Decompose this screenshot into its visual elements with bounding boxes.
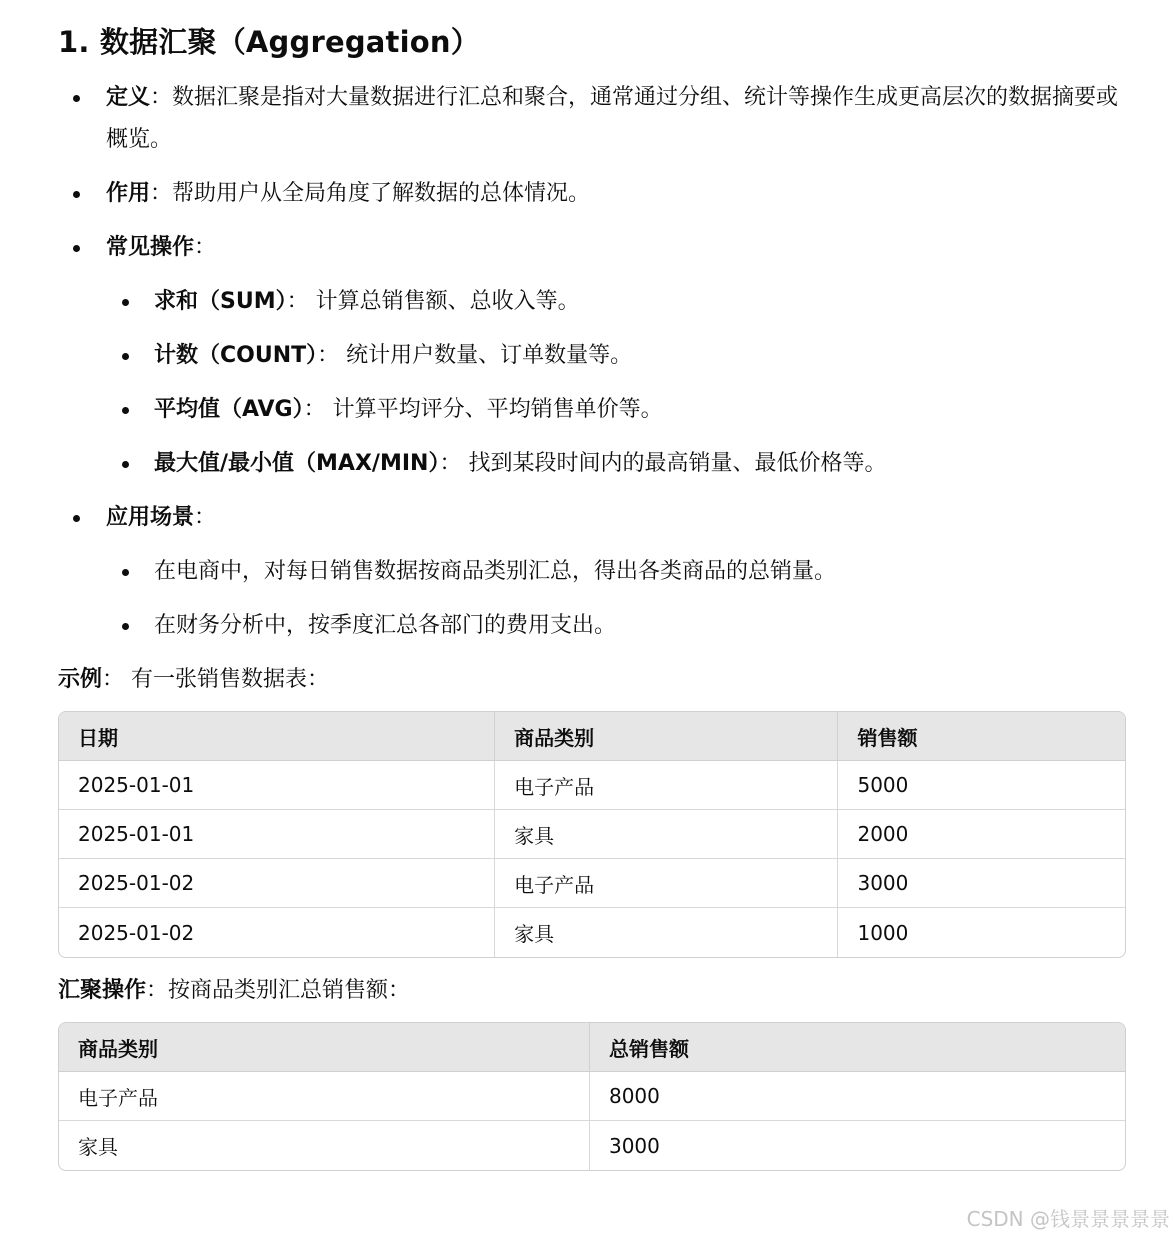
- bullet-operations: [58, 227, 1126, 485]
- list-item: 在电商中，对每日销售数据按商品类别汇总，得出各类商品的总销量。: [58, 551, 1126, 593]
- aggregation-text: 按商品类别汇总销售额：: [168, 978, 411, 1003]
- bullet-scenarios: [58, 497, 1126, 647]
- document-body: [58, 20, 1126, 1171]
- scenarios-sep: ：: [194, 505, 217, 530]
- definition-label: 定义: [106, 85, 151, 110]
- header-sales: 销售额: [838, 712, 1125, 761]
- aggregation-sep: ：: [146, 978, 169, 1003]
- cell-sales: 2000: [838, 810, 1125, 859]
- example-sep: ：: [102, 667, 125, 692]
- aggregation-label: 汇聚操作: [58, 978, 147, 1003]
- cell-date: 2025-01-01: [59, 810, 495, 859]
- definition-sep: ：: [150, 85, 173, 110]
- cell-date: 2025-01-02: [59, 859, 495, 908]
- table-row: [59, 859, 1125, 908]
- example-paragraph: [58, 659, 1126, 701]
- list-item: [58, 335, 1126, 377]
- table-row: [59, 1121, 1125, 1170]
- cell-total-sales: 3000: [608, 1133, 660, 1158]
- cell-total-sales: 8000: [590, 1072, 1125, 1121]
- cell-date: 2025-01-01: [59, 761, 495, 810]
- op-sep: ：: [439, 451, 462, 476]
- bullet-definition: [58, 77, 1126, 161]
- operations-list: [106, 281, 1126, 485]
- list-item: [58, 389, 1126, 431]
- aggregation-table: [58, 1022, 1126, 1171]
- cell-date: 2025-01-02: [59, 908, 495, 957]
- table-row: [59, 761, 1125, 810]
- table-row: [59, 908, 1125, 957]
- op-label: 平均值（AVG）: [154, 397, 304, 422]
- example-text: 有一张销售数据表：: [131, 667, 330, 692]
- table-header-row: [59, 712, 1125, 761]
- table-row: [59, 1072, 1125, 1121]
- header-category: 商品类别: [495, 712, 838, 761]
- watermark: CSDN @钱景景景景景: [966, 1207, 1170, 1231]
- cell-category: 家具: [495, 908, 838, 957]
- purpose-text: 帮助用户从全局角度了解数据的总体情况。: [172, 181, 591, 206]
- header-total-sales: 总销售额: [590, 1023, 1125, 1072]
- aggregation-paragraph: [58, 970, 1126, 1012]
- purpose-label: 作用: [106, 181, 151, 206]
- main-bullet-list: [58, 77, 1126, 647]
- example-label: 示例: [58, 667, 103, 692]
- list-item: [58, 281, 1126, 323]
- definition-text: 数据汇聚是指对大量数据进行汇总和聚合，通常通过分组、统计等操作生成更高层次的数据摘要或概览。: [106, 85, 1119, 152]
- cell-category: 电子产品: [59, 1072, 590, 1121]
- op-text: 找到某段时间内的最高销量、最低价格等。: [468, 451, 887, 476]
- cell-category: 电子产品: [495, 761, 838, 810]
- cell-sales: 5000: [838, 761, 1125, 810]
- op-sep: ：: [286, 289, 309, 314]
- cell-category: 家具: [495, 810, 838, 859]
- op-label: 计数（COUNT）: [154, 343, 318, 368]
- section-title: 1. 数据汇聚（Aggregation）: [58, 25, 480, 59]
- list-item: 在财务分析中，按季度汇总各部门的费用支出。: [58, 605, 1126, 647]
- op-text: 统计用户数量、订单数量等。: [346, 343, 633, 368]
- table-row: [59, 810, 1125, 859]
- scenarios-list: [106, 551, 1126, 647]
- scenarios-label: 应用场景: [106, 505, 195, 530]
- cell-category: 电子产品: [495, 859, 838, 908]
- op-label: 最大值/最小值（MAX/MIN）: [154, 451, 440, 476]
- header-category: 商品类别: [59, 1023, 590, 1072]
- op-text: 计算平均评分、平均销售单价等。: [332, 397, 663, 422]
- header-date: 日期: [59, 712, 495, 761]
- operations-label: 常见操作: [106, 235, 195, 260]
- purpose-sep: ：: [150, 181, 173, 206]
- op-text: 计算总销售额、总收入等。: [315, 289, 580, 314]
- operations-sep: ：: [194, 235, 217, 260]
- sales-table: [58, 711, 1126, 958]
- op-sep: ：: [303, 397, 326, 422]
- table-header-row: [59, 1023, 1125, 1072]
- op-label: 求和（SUM）: [154, 289, 287, 314]
- list-item: [58, 443, 1126, 485]
- cell-category: 家具: [59, 1121, 590, 1170]
- cell-sales: 1000: [857, 920, 909, 945]
- cell-sales: 3000: [838, 859, 1125, 908]
- bullet-purpose: [58, 173, 1126, 215]
- op-sep: ：: [317, 343, 340, 368]
